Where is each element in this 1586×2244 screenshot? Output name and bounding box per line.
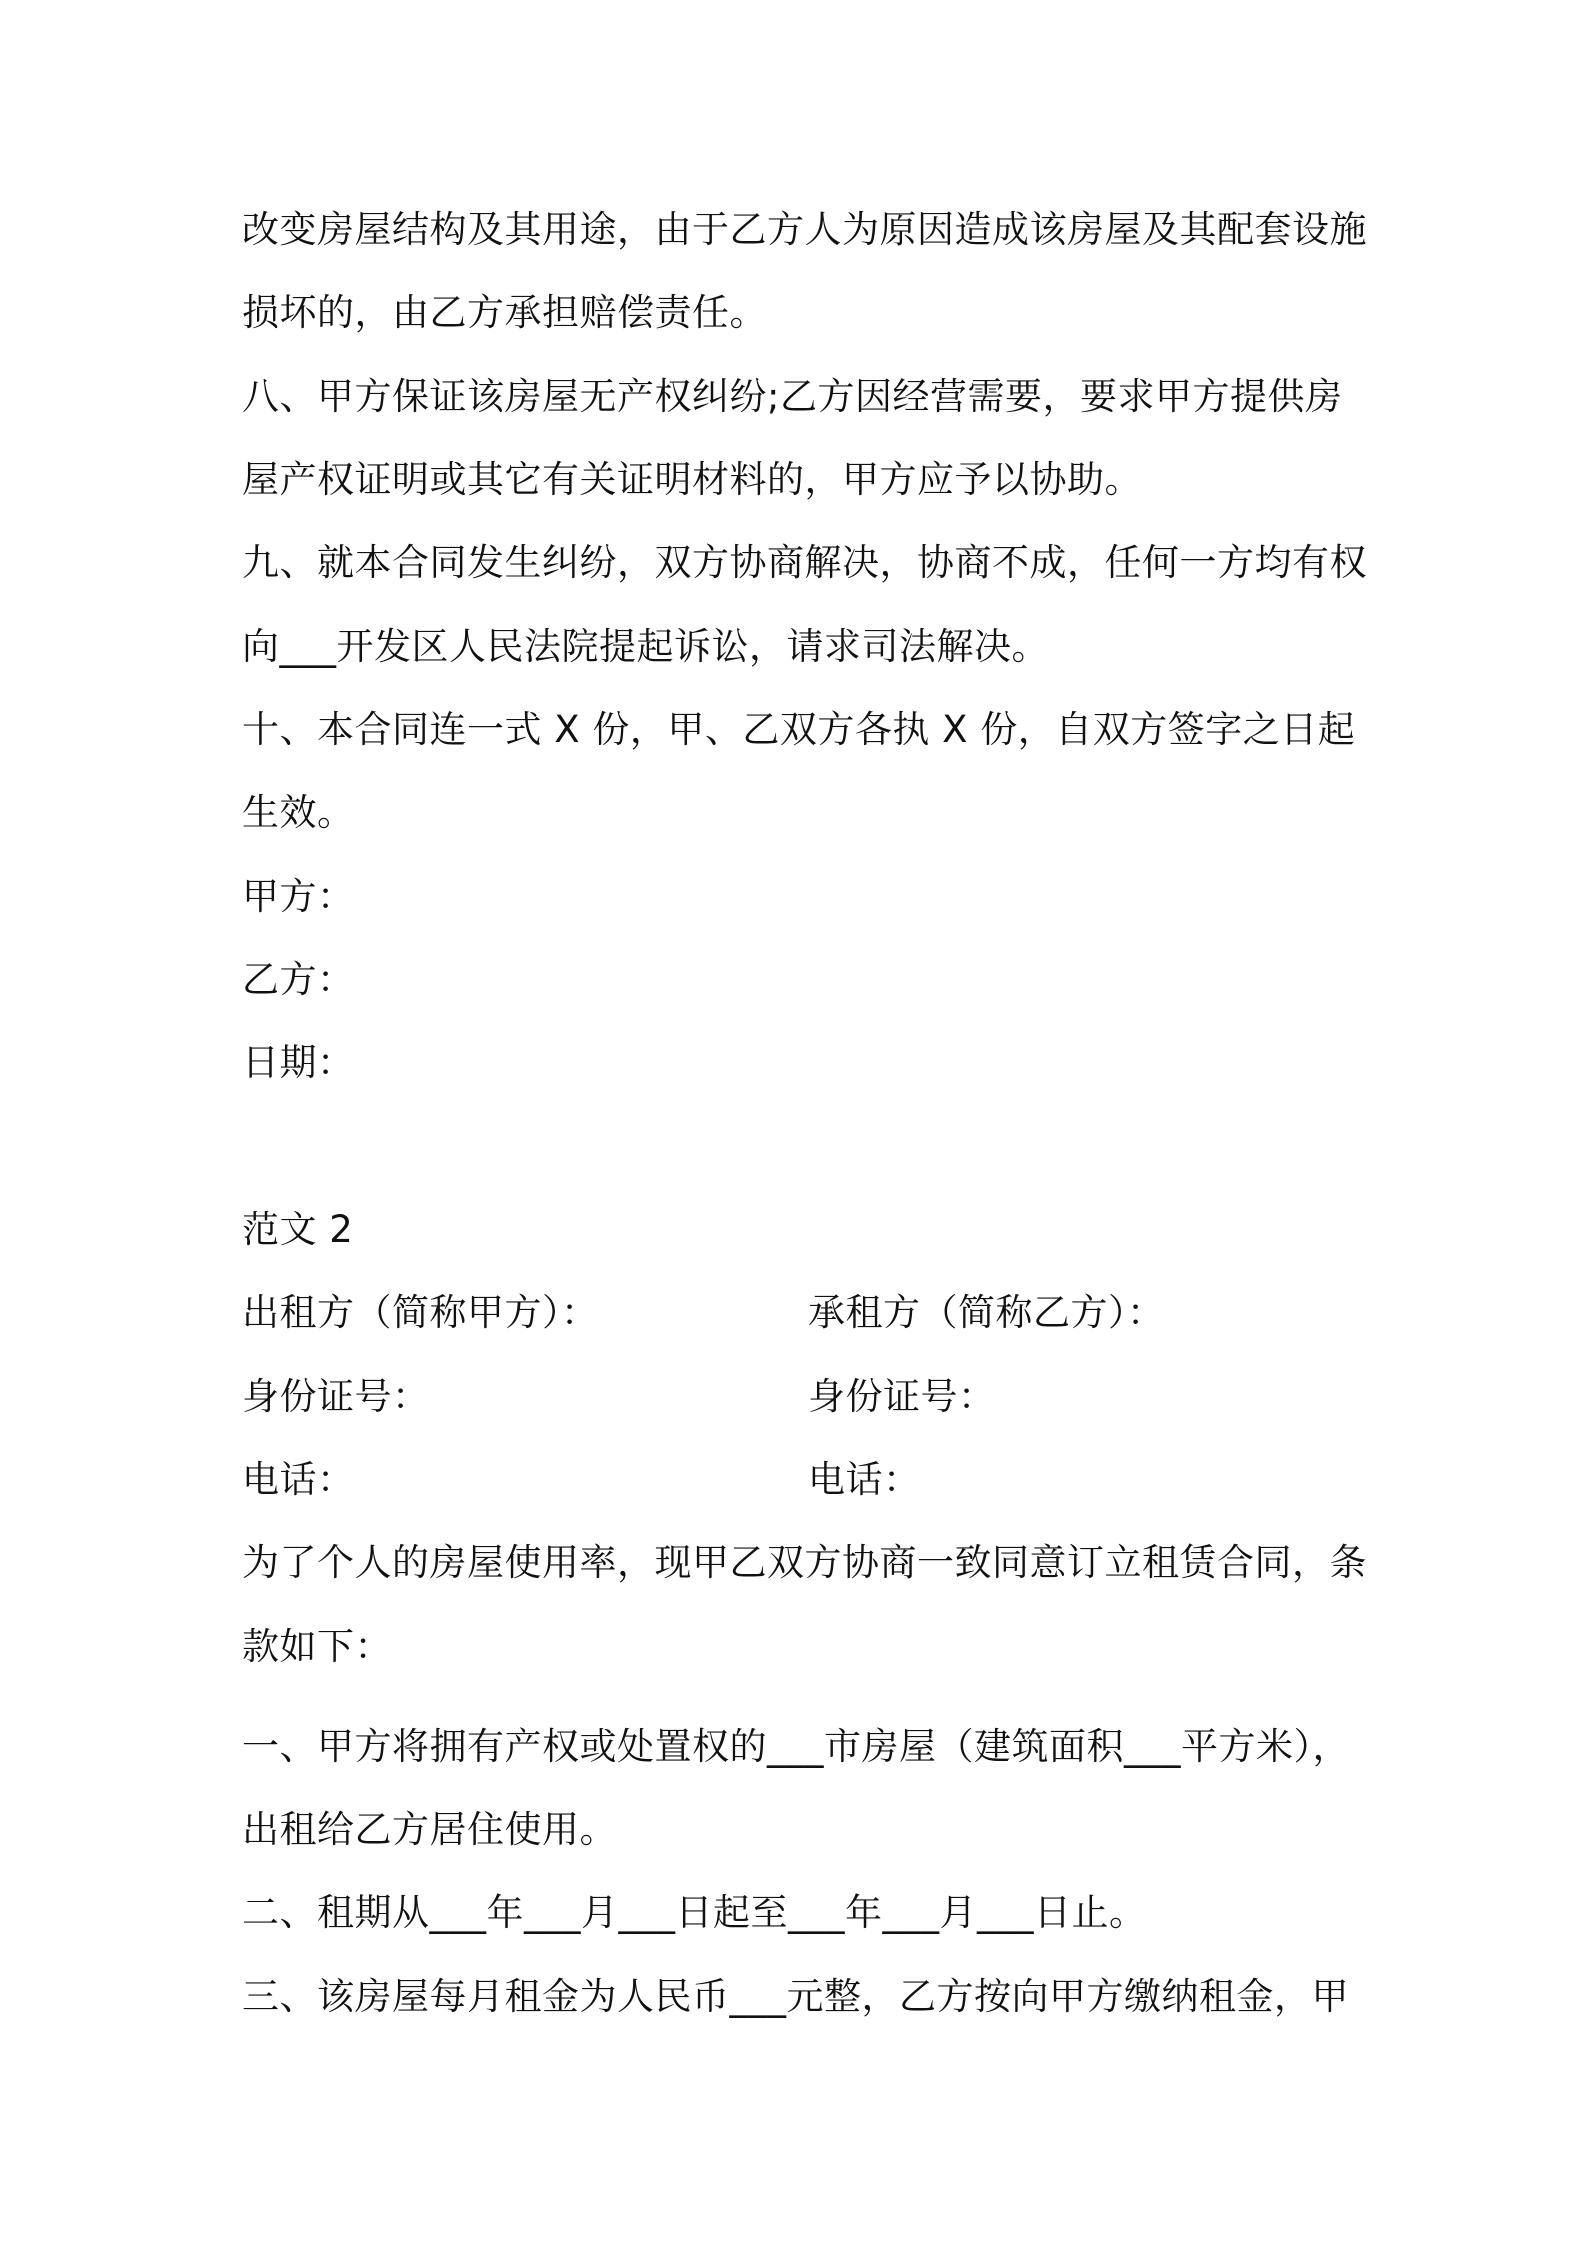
clause-8-line: 八、甲方保证该房屋无产权纠纷;乙方因经营需要，要求甲方提供房 <box>242 375 1343 418</box>
clause-10-line: 十、本合同连一式 X 份，甲、乙双方各执 X 份，自双方签字之日起 <box>242 708 1356 751</box>
clause-3-line: 三、该房屋每月租金为人民币___元整，乙方按向甲方缴纳租金，甲 <box>242 1975 1349 2018</box>
lessee-id-label: 身份证号： <box>808 1375 996 1418</box>
paragraph-line: 改变房屋结构及其用途，由于乙方人为原因造成该房屋及其配套设施 <box>242 208 1367 251</box>
paragraph-line: 损坏的，由乙方承担赔偿责任。 <box>242 291 767 334</box>
lessor-label: 出租方（简称甲方）： <box>242 1291 599 1334</box>
intro-line: 款如下： <box>242 1625 392 1668</box>
sample-2-title: 范文 2 <box>242 1208 354 1251</box>
clause-2-line: 二、租期从___年___月___日起至___年___月___日止。 <box>242 1891 1147 1934</box>
lessee-phone-label: 电话： <box>808 1458 921 1501</box>
lessor-id-label: 身份证号： <box>242 1375 430 1418</box>
clause-1-line: 一、甲方将拥有产权或处置权的___市房屋（建筑面积___平方米）， <box>242 1725 1350 1768</box>
intro-line: 为了个人的房屋使用率，现甲乙双方协商一致同意订立租赁合同，条 <box>242 1541 1367 1584</box>
paragraph-line: 向___开发区人民法院提起诉讼，请求司法解决。 <box>242 625 1049 668</box>
clause-1-line: 出租给乙方居住使用。 <box>242 1808 617 1851</box>
paragraph-line: 生效。 <box>242 791 355 834</box>
lessee-label: 承租方（简称乙方）： <box>808 1291 1165 1334</box>
clause-9-line: 九、就本合同发生纠纷，双方协商解决，协商不成，任何一方均有权 <box>242 541 1367 584</box>
paragraph-line: 屋产权证明或其它有关证明材料的，甲方应予以协助。 <box>242 458 1142 501</box>
lessor-phone-label: 电话： <box>242 1458 355 1501</box>
party-b-signature-label: 乙方： <box>242 958 355 1001</box>
party-a-signature-label: 甲方： <box>242 875 355 918</box>
date-signature-label: 日期： <box>242 1041 355 1084</box>
